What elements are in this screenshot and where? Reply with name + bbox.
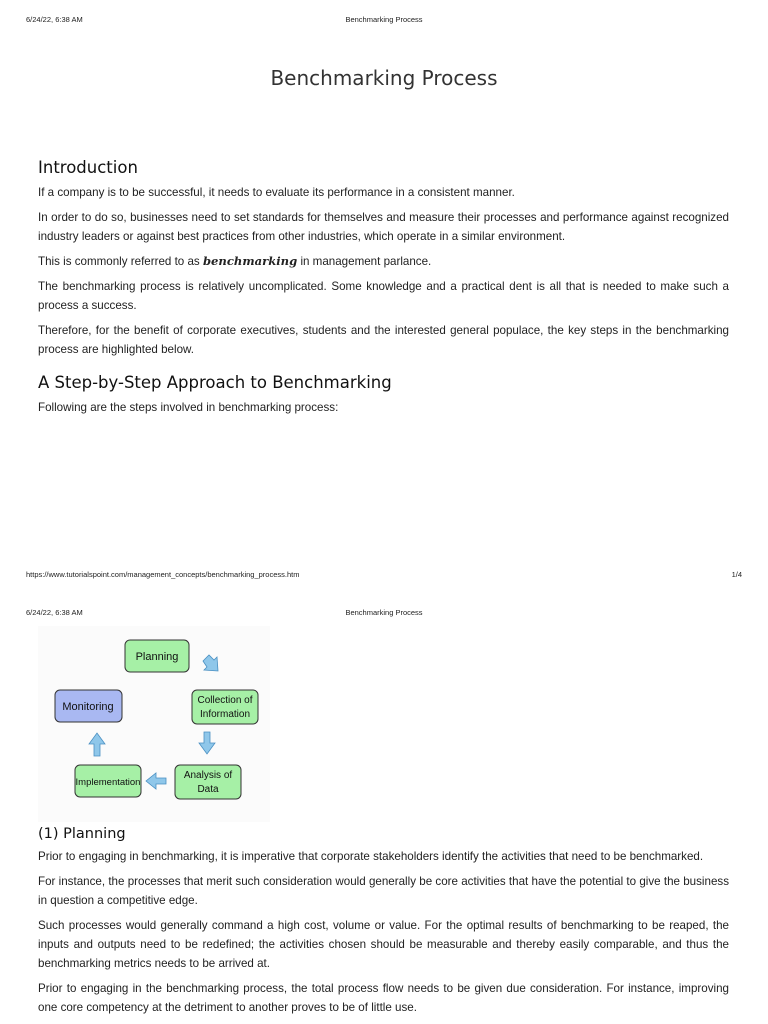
benchmarking-cycle-svg xyxy=(38,626,270,822)
arrow-planning-to-collection-icon xyxy=(203,655,218,671)
intro-paragraph-3: This is commonly referred to as benchmarking in management parlance. xyxy=(38,254,432,268)
print-header-page-2 xyxy=(26,608,742,618)
node-planning-label: Planning xyxy=(135,651,179,663)
planning-paragraph-2: For instance, the processes that merit such consideration would generally be core activities that have the potential to give the business in question a competitive edge. xyxy=(38,875,729,907)
node-monitoring xyxy=(55,690,122,722)
intro-paragraph-1: If a company is to be successful, it needs to evaluate its performance in a consistent manner. xyxy=(38,186,515,199)
steps-heading: A Step-by-Step Approach to Benchmarking xyxy=(38,373,392,392)
intro-paragraph-5: Therefore, for the benefit of corporate executives, students and the interested general populace, the key steps in the benchmarking process are highlighted below. xyxy=(38,324,729,356)
planning-section xyxy=(38,826,729,1023)
print-footer xyxy=(26,570,742,580)
page-title: Benchmarking Process xyxy=(270,66,498,90)
steps-paragraph-1: Following are the steps involved in benchmarking process: xyxy=(38,401,339,414)
print-date: 6/24/22, 6:38 AM xyxy=(26,608,83,617)
benchmarking-cycle-diagram xyxy=(38,626,270,822)
node-analysis xyxy=(175,765,241,799)
node-collection-label-1: Collection of xyxy=(197,695,253,706)
planning-heading: (1) Planning xyxy=(38,826,126,842)
arrow-analysis-to-implementation-icon xyxy=(146,773,166,789)
node-analysis-label-2: Data xyxy=(197,784,219,795)
node-monitoring-label: Monitoring xyxy=(62,701,114,713)
print-url: https://www.tutorialspoint.com/management_concepts/benchmarking_process.htm xyxy=(26,570,300,579)
node-analysis-label-1: Analysis of xyxy=(183,770,233,781)
intro-section xyxy=(38,158,729,417)
arrow-implementation-to-monitoring-icon xyxy=(89,733,105,756)
print-title: Benchmarking Process xyxy=(345,15,423,24)
planning-paragraph-1: Prior to engaging in benchmarking, it is imperative that corporate stakeholders identify the activities that need to be benchmarked. xyxy=(38,850,704,863)
planning-paragraph-4: Prior to engaging in the benchmarking process, the total process flow needs to be given due consideration. For instance, improving one core competency at the detriment to another proves to be of little use. xyxy=(38,982,729,1014)
node-collection-label-2: Information xyxy=(199,709,251,720)
keyword-benchmarking: benchmarking xyxy=(202,254,298,268)
node-implementation xyxy=(75,765,141,797)
planning-paragraph-3: Such processes would generally command a high cost, volume or value. For the optimal results of benchmarking to be reaped, the inputs and outputs need to be redefined; the activities chosen should be measurable and thereby easily comparable, and thus the benchmarking metrics needs to be arrived at. xyxy=(38,919,729,970)
print-date: 6/24/22, 6:38 AM xyxy=(26,15,83,24)
node-planning xyxy=(125,640,189,672)
intro-paragraph-4: The benchmarking process is relatively uncomplicated. Some knowledge and a practical dent is all that is needed to make such a process a success. xyxy=(38,280,729,312)
print-header xyxy=(26,15,742,25)
intro-paragraph-2: In order to do so, businesses need to set standards for themselves and measure their processes and performance against recognized industry leaders or against best practices from other industries, which operate in a similar environment. xyxy=(38,211,729,243)
node-implementation-label: Implementation xyxy=(75,777,141,788)
page-number: 1/4 xyxy=(731,570,742,579)
arrow-collection-to-analysis-icon xyxy=(199,732,215,754)
intro-heading: Introduction xyxy=(38,158,138,177)
print-title: Benchmarking Process xyxy=(345,608,423,617)
node-collection xyxy=(192,690,258,724)
